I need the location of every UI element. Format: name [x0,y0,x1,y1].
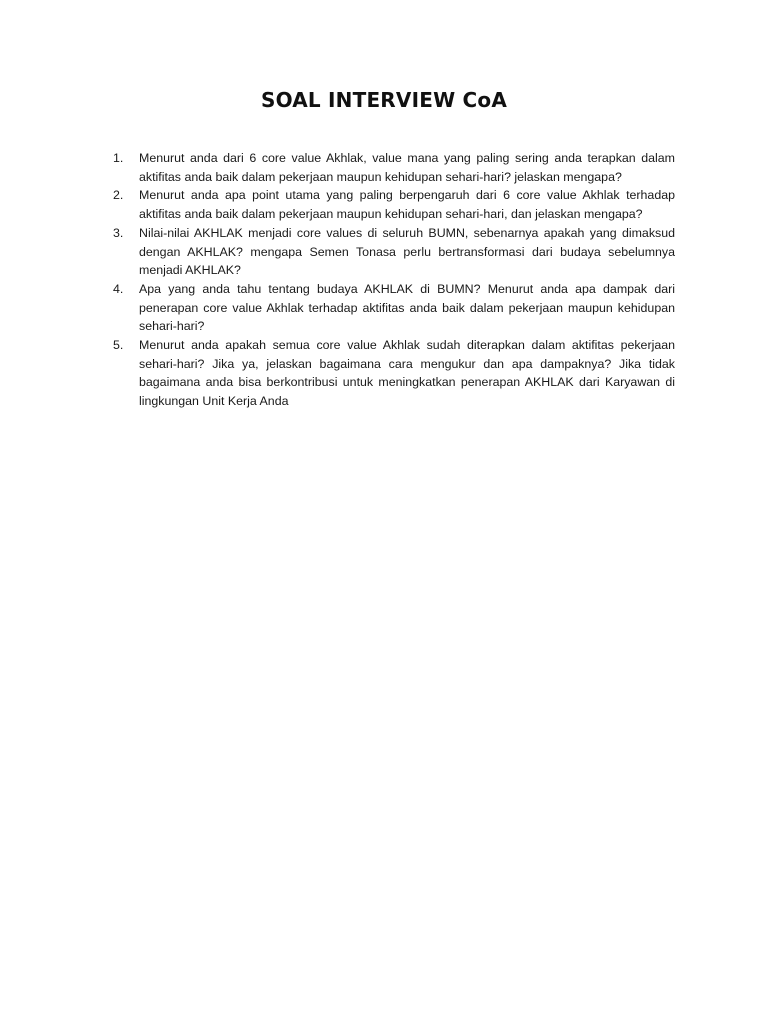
question-text: Nilai-nilai AKHLAK menjadi core values di seluruh BUMN, sebenarnya apakah yang dimaksud dengan AKHLAK? mengapa Semen Tonasa perlu bertransformasi dari budaya sebelumnya menjadi AKHLAK? [139,225,675,278]
question-number: 4. [113,281,124,296]
question-item-1 [113,149,675,186]
question-text: Apa yang anda tahu tentang budaya AKHLAK di BUMN? Menurut anda apa dampak dari penerapan core value Akhlak terhadap aktifitas anda baik dalam pekerjaan maupun kehidupan sehari-hari? [139,281,675,334]
question-number: 5. [113,338,124,353]
question-text: Menurut anda apakah semua core value Akhlak sudah diterapkan dalam aktifitas pekerjaan sehari-hari? Jika ya, jelaskan bagaimana cara mengukur dan apa dampaknya? Jika tidak bagaimana anda bisa berkontribusi untuk meningkatkan penerapan AKHLAK dari Karyawan di lingkungan Unit Kerja Anda [139,338,675,409]
question-number: 2. [113,188,124,203]
question-text: Menurut anda dari 6 core value Akhlak, value mana yang paling sering anda terapkan dalam aktifitas anda baik dalam pekerjaan maupun kehidupan sehari-hari? jelaskan mengapa? [139,151,675,184]
question-list [113,149,675,411]
question-item-2 [113,186,675,223]
question-item-3 [113,224,675,280]
question-item-5 [113,336,675,411]
question-text: Menurut anda apa point utama yang paling berpengaruh dari 6 core value Akhlak terhadap aktifitas anda baik dalam pekerjaan maupun kehidupan sehari-hari, dan jelaskan mengapa? [139,188,675,222]
question-number: 3. [113,225,124,240]
question-number: 1. [113,151,124,165]
question-item-4 [113,280,675,336]
document-title: SOAL INTERVIEW CoA [260,88,508,112]
